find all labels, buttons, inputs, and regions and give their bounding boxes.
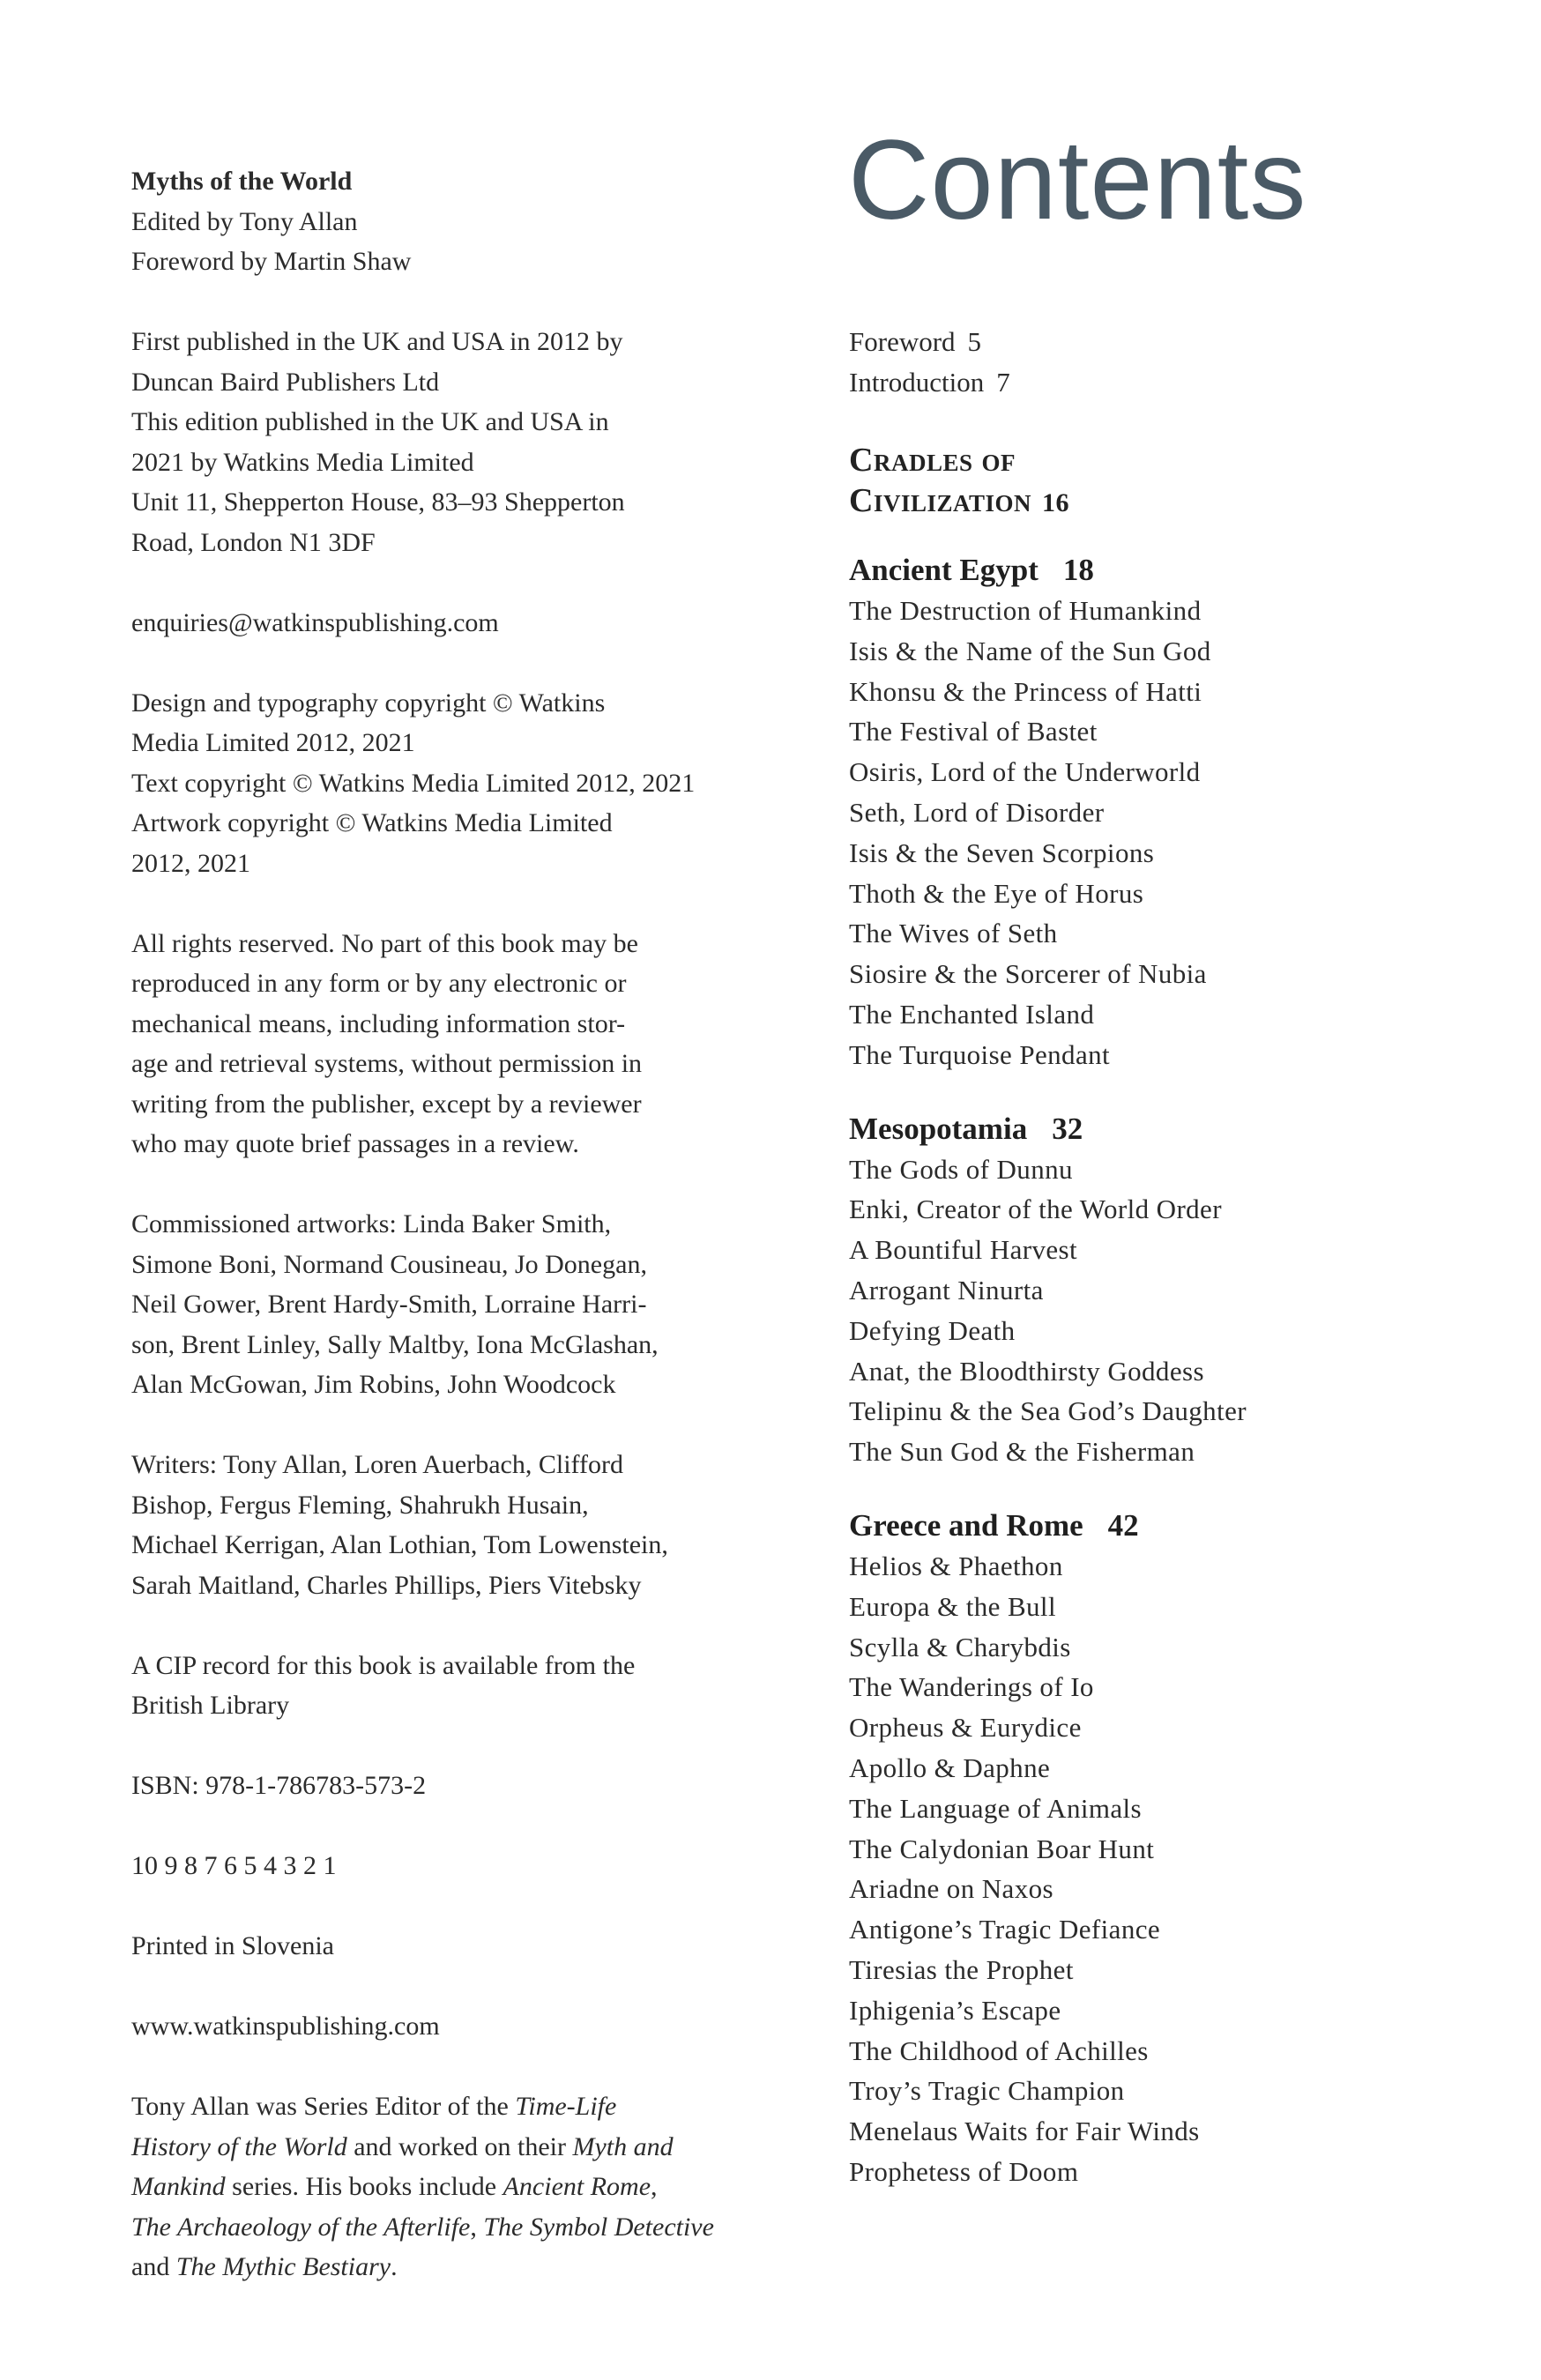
- toc-story-entry[interactable]: Anat, the Bloodthirsty Goddess: [849, 1355, 1204, 1387]
- website-text: www.watkinspublishing.com: [131, 2012, 440, 2041]
- bio-text: and worked on their: [346, 2131, 573, 2161]
- toc-story-entry[interactable]: The Sun God & the Fisherman: [849, 1436, 1195, 1468]
- rights-line: writing from the publisher, except by a reviewer: [131, 1089, 642, 1119]
- toc-section: [849, 1109, 1484, 1472]
- rights-line: who may quote brief passages in a review.: [131, 1129, 579, 1158]
- bio-text: ,: [651, 2172, 658, 2201]
- bio-title: Ancient Rome: [502, 2172, 651, 2201]
- toc-story-entry[interactable]: Menelaus Waits for Fair Winds: [849, 2116, 1200, 2147]
- writers-line: Writers: Tony Allan, Loren Auerbach, Clifford: [131, 1450, 623, 1479]
- bio-text: ,: [470, 2212, 484, 2242]
- bio-text: and: [131, 2252, 176, 2281]
- contents-column: [848, 117, 1484, 2192]
- email-text: enquiries@watkinspublishing.com: [131, 607, 499, 637]
- printed-in-text: Printed in Slovenia: [131, 1931, 334, 1960]
- bio-title: Myth and: [572, 2131, 674, 2161]
- toc-story-entry[interactable]: Europa & the Bull: [849, 1590, 1056, 1622]
- artworks-line: Commissioned artworks: Linda Baker Smith,: [131, 1209, 612, 1238]
- toc-page-number: 18: [1062, 553, 1094, 587]
- toc-entry-title: Introduction: [849, 367, 985, 398]
- title-block: [131, 161, 731, 282]
- toc-story-entry[interactable]: The Gods of Dunnu: [849, 1153, 1073, 1185]
- toc-page-number: 5: [967, 326, 982, 357]
- toc-section: [849, 1506, 1484, 2192]
- toc-story-entry[interactable]: Seth, Lord of Disorder: [849, 796, 1105, 828]
- toc-story-entry[interactable]: Helios & Phaethon: [849, 1550, 1063, 1581]
- toc-page-number: 32: [1052, 1111, 1083, 1146]
- toc-story-entry[interactable]: The Turquoise Pendant: [849, 1038, 1111, 1070]
- toc-page-number: 42: [1107, 1507, 1139, 1543]
- colophon-column: [131, 161, 731, 2327]
- printed-in: [131, 1926, 731, 1967]
- copyright-line: 2012, 2021: [131, 848, 250, 878]
- print-line-text: 10 9 8 7 6 5 4 3 2 1: [131, 1851, 337, 1880]
- bio-title: History of the World: [131, 2131, 347, 2161]
- toc-page-number: 16: [1042, 488, 1069, 517]
- editor-credit: Edited by Tony Allan: [131, 206, 358, 236]
- publication-line: This edition published in the UK and USA in: [131, 407, 609, 436]
- toc-story-entry[interactable]: Siosire & the Sorcerer of Nubia: [849, 958, 1207, 990]
- artworks-line: Simone Boni, Normand Cousineau, Jo Donegan,: [131, 1249, 647, 1279]
- copyright-notice: [131, 683, 731, 884]
- publication-info: [131, 322, 731, 562]
- section-title: Mesopotamia: [849, 1111, 1028, 1146]
- rights-notice: [131, 924, 731, 1164]
- part-title-line: Cradles of: [849, 442, 1016, 479]
- bio-title: The Symbol Detective: [483, 2212, 714, 2242]
- rights-line: All rights reserved. No part of this book may be: [131, 928, 638, 958]
- toc-entry-introduction[interactable]: [849, 362, 1484, 403]
- bio-text: .: [391, 2252, 398, 2281]
- publication-line: First published in the UK and USA in 2012 by: [131, 327, 623, 356]
- toc-story-entry[interactable]: Prophetess of Doom: [849, 2155, 1079, 2187]
- rights-line: mechanical means, including information stor-: [131, 1008, 626, 1038]
- copyright-line: Artwork copyright © Watkins Media Limited: [131, 808, 613, 837]
- toc-section-heading[interactable]: [849, 1506, 1484, 1546]
- toc-story-entry[interactable]: The Childhood of Achilles: [849, 2034, 1149, 2066]
- toc-story-entry[interactable]: The Festival of Bastet: [849, 716, 1098, 747]
- part-title-line: Civilization: [849, 482, 1031, 519]
- toc-story-entry[interactable]: The Language of Animals: [849, 1792, 1143, 1824]
- toc-story-entry[interactable]: Orpheus & Eurydice: [849, 1712, 1082, 1744]
- print-line: [131, 1846, 731, 1886]
- writers-line: Bishop, Fergus Fleming, Shahrukh Husain,: [131, 1490, 589, 1520]
- toc-story-entry[interactable]: Enki, Creator of the World Order: [849, 1194, 1222, 1225]
- artworks-line: son, Brent Linley, Sally Maltby, Iona McGlashan,: [131, 1329, 659, 1359]
- publication-line: Unit 11, Shepperton House, 83–93 Shepperton: [131, 487, 625, 517]
- bio-text: series. His books include: [225, 2172, 503, 2201]
- toc-story-entry[interactable]: Arrogant Ninurta: [849, 1274, 1044, 1305]
- toc-story-entry[interactable]: Osiris, Lord of the Underworld: [849, 756, 1201, 788]
- front-matter-list: [849, 322, 1484, 403]
- toc-story-entry[interactable]: Scylla & Charybdis: [849, 1631, 1071, 1662]
- toc-story-entry[interactable]: The Wanderings of Io: [849, 1671, 1094, 1703]
- toc-story-entry[interactable]: Troy’s Tragic Champion: [849, 2075, 1125, 2107]
- isbn-text: ISBN: 978-1-786783-573-2: [131, 1771, 427, 1800]
- copyright-line: Text copyright © Watkins Media Limited 2012, 2021: [131, 768, 696, 798]
- contact-email: [131, 603, 731, 643]
- publication-line: Road, London N1 3DF: [131, 527, 376, 557]
- publication-line: Duncan Baird Publishers Ltd: [131, 367, 440, 397]
- toc-story-entry[interactable]: The Destruction of Humankind: [849, 595, 1202, 626]
- toc-story-entry[interactable]: Khonsu & the Princess of Hatti: [849, 675, 1202, 707]
- toc-story-entry[interactable]: Iphigenia’s Escape: [849, 1994, 1061, 2026]
- bio-text: Tony Allan was Series Editor of the: [131, 2092, 516, 2121]
- book-title: Myths of the World: [131, 167, 353, 196]
- bio-title: The Mythic Bestiary: [175, 2252, 391, 2281]
- toc-part-heading[interactable]: [849, 440, 1484, 524]
- toc-story-entry[interactable]: A Bountiful Harvest: [849, 1234, 1078, 1266]
- website: [131, 2006, 731, 2047]
- toc-entry-title: Foreword: [849, 326, 956, 357]
- toc-story-entry[interactable]: The Enchanted Island: [849, 998, 1095, 1030]
- toc-story-entry[interactable]: Isis & the Name of the Sun God: [849, 635, 1211, 666]
- toc-story-entry[interactable]: Tiresias the Prophet: [849, 1953, 1074, 1985]
- toc-section-heading[interactable]: [849, 550, 1484, 591]
- copyright-line: Media Limited 2012, 2021: [131, 728, 415, 757]
- toc-story-entry[interactable]: Defying Death: [849, 1314, 1016, 1346]
- section-title: Greece and Rome: [849, 1507, 1083, 1543]
- toc-page-number: 7: [996, 367, 1010, 398]
- cip-record: [131, 1646, 731, 1726]
- page-title: Contents: [848, 117, 1307, 243]
- writers-line: Michael Kerrigan, Alan Lothian, Tom Lowenstein,: [131, 1530, 668, 1559]
- toc-story-entry[interactable]: The Calydonian Boar Hunt: [849, 1833, 1155, 1864]
- toc-story-entry[interactable]: Thoth & the Eye of Horus: [849, 877, 1144, 909]
- copyright-line: Design and typography copyright © Watkins: [131, 688, 606, 718]
- bio-title: Mankind: [131, 2172, 226, 2201]
- rights-line: age and retrieval systems, without permission in: [131, 1049, 643, 1078]
- foreword-credit: Foreword by Martin Shaw: [131, 247, 412, 276]
- toc-section-heading[interactable]: [849, 1109, 1484, 1149]
- cip-line: British Library: [131, 1691, 290, 1720]
- artworks-line: Neil Gower, Brent Hardy-Smith, Lorraine Harri-: [131, 1290, 647, 1319]
- writers-line: Sarah Maitland, Charles Phillips, Piers Vitebsky: [131, 1570, 642, 1600]
- toc-story-entry[interactable]: Apollo & Daphne: [849, 1752, 1051, 1783]
- toc-entry-foreword[interactable]: [849, 322, 1484, 362]
- toc-sections: [849, 550, 1484, 2192]
- editor-bio: [131, 2086, 731, 2287]
- cip-line: A CIP record for this book is available from the: [131, 1650, 636, 1680]
- toc-story-entry[interactable]: Ariadne on Naxos: [849, 1873, 1053, 1905]
- isbn: [131, 1766, 731, 1806]
- section-title: Ancient Egypt: [849, 553, 1038, 587]
- toc-story-entry[interactable]: The Wives of Seth: [849, 918, 1058, 949]
- writers-credits: [131, 1445, 731, 1605]
- rights-line: reproduced in any form or by any electronic or: [131, 969, 627, 998]
- bio-title: Time-Life: [515, 2092, 617, 2121]
- bio-title: The Archaeology of the Afterlife: [131, 2212, 471, 2242]
- toc-story-entry[interactable]: Isis & the Seven Scorpions: [849, 837, 1155, 868]
- toc-story-entry[interactable]: Antigone’s Tragic Defiance: [849, 1914, 1161, 1945]
- artworks-line: Alan McGowan, Jim Robins, John Woodcock: [131, 1370, 616, 1399]
- artworks-credits: [131, 1204, 731, 1405]
- toc-section: [849, 550, 1484, 1075]
- publication-line: 2021 by Watkins Media Limited: [131, 447, 474, 477]
- toc-story-entry[interactable]: Telipinu & the Sea God’s Daughter: [849, 1395, 1247, 1427]
